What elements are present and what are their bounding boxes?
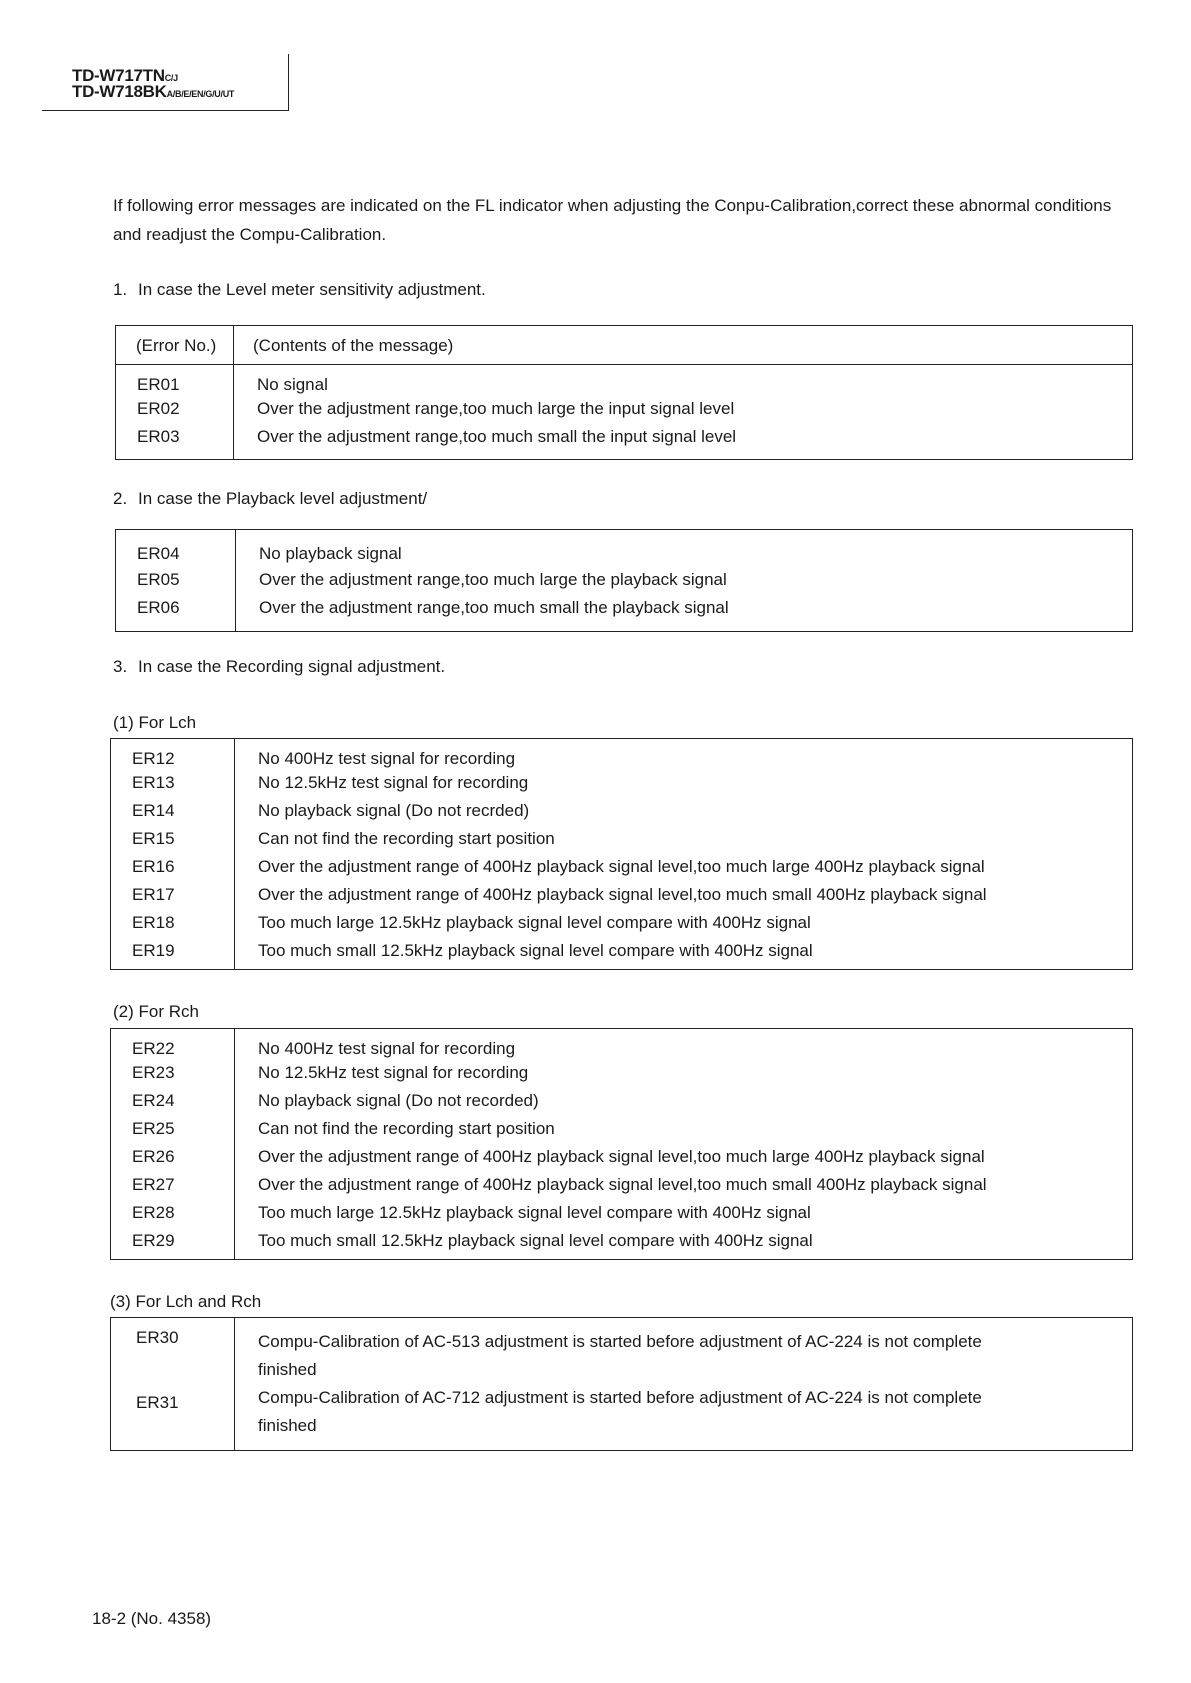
section-1-heading: 1. In case the Level meter sensitivity adjustment. [113,280,486,299]
table-row: ER19 Too much small 12.5kHz playback signal level compare with 400Hz signal [111,941,1133,970]
table-row: ER12 No 400Hz test signal for recording [111,739,1133,773]
table-recording-lch-rch [110,1317,1133,1451]
model-header [42,54,289,111]
table-row: ER04 No playback signal [116,530,1133,570]
table-row: ER30 Compu-Calibration of AC-513 adjustment is started before adjustment of AC-224 is not complete finished [111,1318,1133,1385]
page-number: 18-2 (No. 4358) [92,1609,212,1628]
section-2-heading: 2. In case the Playback level adjustment/ [113,489,428,508]
table-row: ER27 Over the adjustment range of 400Hz playback signal level,too much small 400Hz playback signal [111,1175,1133,1203]
table-row: ER28 Too much large 12.5kHz playback signal level compare with 400Hz signal [111,1203,1133,1231]
subsection-lch-rch: (3) For Lch and Rch [110,1292,262,1311]
model-title-2: TD-W718BKA/B/E/EN/G/U/UT [72,82,235,101]
table-row: ER24 No playback signal (Do not recorded) [111,1091,1133,1119]
table-level-meter [115,325,1133,460]
table-row: ER31 Compu-Calibration of AC-712 adjustment is started before adjustment of AC-224 is not complete finished [111,1384,1133,1450]
table-row: ER01 No signal [116,365,1133,399]
table-row: ER06 Over the adjustment range,too much small the playback signal [116,598,1133,632]
table-row: ER29 Too much small 12.5kHz playback signal level compare with 400Hz signal [111,1231,1133,1260]
table-playback-level [115,529,1133,632]
table-row: ER23 No 12.5kHz test signal for recording [111,1063,1133,1091]
column-header-error-no: (Error No.) [116,326,234,365]
subsection-lch: (1) For Lch [113,713,197,732]
table-row: ER13 No 12.5kHz test signal for recording [111,773,1133,801]
table-row: ER15 Can not find the recording start position [111,829,1133,857]
table-row: ER17 Over the adjustment range of 400Hz playback signal level,too much small 400Hz playback signal [111,885,1133,913]
table-row: ER03 Over the adjustment range,too much small the input signal level [116,427,1133,460]
table-row: ER18 Too much large 12.5kHz playback signal level compare with 400Hz signal [111,913,1133,941]
table-recording-lch [110,738,1133,970]
subsection-rch: (2) For Rch [113,1002,199,1021]
table-row: ER05 Over the adjustment range,too much large the playback signal [116,570,1133,598]
column-header-contents: (Contents of the message) [234,326,1133,365]
table-row: ER22 No 400Hz test signal for recording [111,1029,1133,1063]
table-row: ER26 Over the adjustment range of 400Hz playback signal level,too much large 400Hz playback signal [111,1147,1133,1175]
table-row: ER16 Over the adjustment range of 400Hz playback signal level,too much large 400Hz playback signal [111,857,1133,885]
model-title-1: TD-W717TNC/J [72,66,178,85]
table-row: ER14 No playback signal (Do not recrded) [111,801,1133,829]
table-row: ER02 Over the adjustment range,too much large the input signal level [116,399,1133,427]
intro-paragraph: If following error messages are indicated on the FL indicator when adjusting the Conpu-Calibration,correct these abnormal conditions and readjust the Compu-Calibration. [113,196,1112,244]
section-3-heading: 3. In case the Recording signal adjustment. [113,657,446,676]
table-recording-rch [110,1028,1133,1260]
table-row: ER25 Can not find the recording start position [111,1119,1133,1147]
